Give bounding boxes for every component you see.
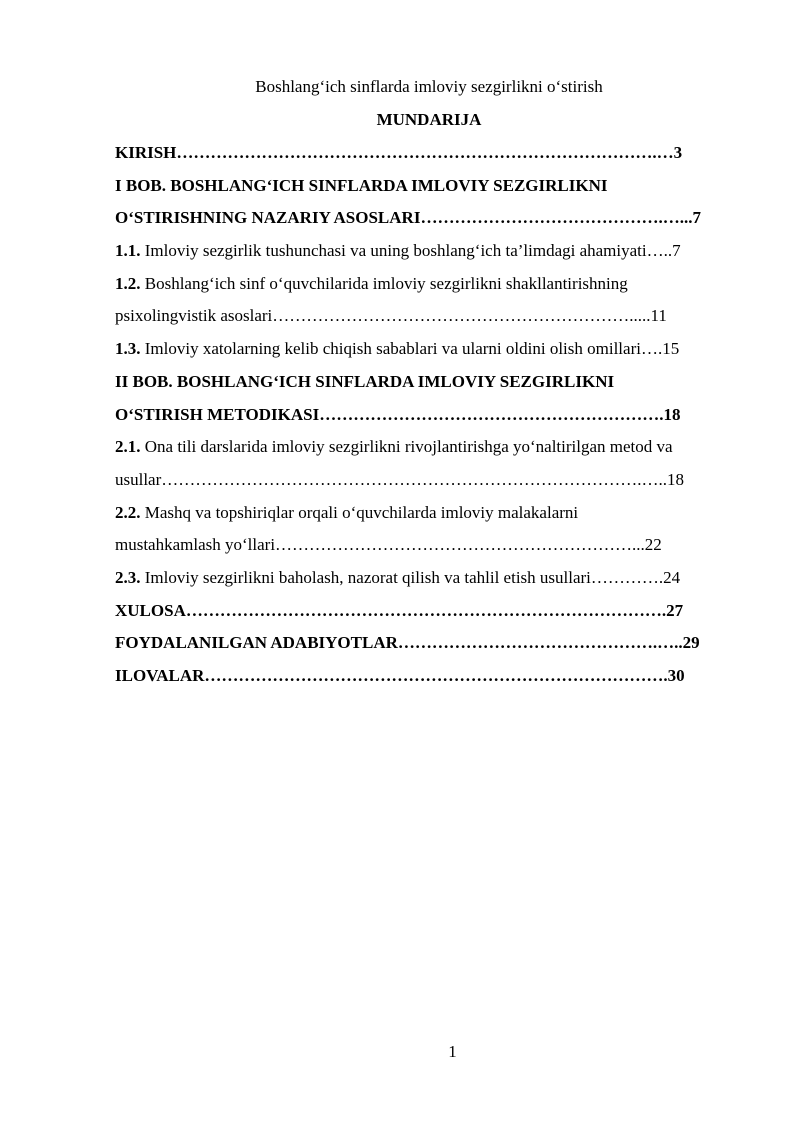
- toc-entry-bob2-line1: II BOB. BOSHLANG‘ICH SINFLARDA IMLOVIY SEZGIRLIKNI: [115, 371, 615, 391]
- toc-entry-2-1-line1: [115, 436, 743, 469]
- table-of-contents: [115, 142, 743, 698]
- toc-entry-xulosa: XULOSA………………………………………………………………………….27: [115, 600, 684, 620]
- toc-entry-kirish: KIRISH………………………………………………………………………….…3: [115, 143, 683, 162]
- toc-section-text: Boshlang‘ich sinf o‘quvchilarida imloviy sezgirlikni shakllantirishning: [140, 273, 628, 293]
- toc-section-text: Imloviy sezgirlik tushunchasi va uning boshlang‘ich ta’limdagi ahamiyati…..7: [140, 241, 681, 261]
- document-title: Boshlang‘ich sinflarda imloviy sezgirlikni o‘stirish: [255, 77, 603, 96]
- toc-entry-ilovalar: ILOVALAR……………………………………………………………………….30: [115, 666, 685, 685]
- toc-section-number: 1.1.: [115, 241, 141, 261]
- toc-section-number: 2.3.: [115, 567, 141, 587]
- toc-section-text: Mashq va topshiriqlar orqali o‘quvchilarda imloviy malakalarni: [140, 502, 579, 522]
- toc-section-number: 1.3.: [115, 339, 141, 359]
- toc-entry-1-1: [115, 240, 743, 273]
- toc-section-number: 2.1.: [115, 437, 141, 457]
- toc-entry-bob1-line1: I BOB. BOSHLANG‘ICH SINFLARDA IMLOVIY SEZGIRLIKNI: [115, 175, 608, 195]
- toc-entry-1-2-line1: [115, 273, 743, 306]
- toc-section-text: Ona tili darslarida imloviy sezgirlikni rivojlantirishga yo‘naltirilgan metod va: [140, 437, 673, 457]
- toc-heading: MUNDARIJA: [376, 110, 482, 129]
- toc-entry-adabiyotlar: FOYDALANILGAN ADABIYOTLAR……………………………………….…..29: [115, 633, 700, 653]
- toc-entry-bob1-line2: O‘STIRISHNING NAZARIY ASOSLARI…………………………………….…...7: [115, 208, 701, 228]
- toc-entry-2-2-line1: [115, 502, 743, 535]
- toc-entry-2-3: [115, 567, 743, 600]
- toc-section-number: 2.2.: [115, 502, 141, 522]
- toc-entry-2-1-line2: usullar………………………………………………………………………….…..18: [115, 469, 685, 489]
- page-number: 1: [448, 1042, 457, 1061]
- toc-section-text: Imloviy xatolarning kelib chiqish sabablari va ularni oldini olish omillari….15: [140, 339, 680, 359]
- toc-entry-1-2-line2: psixolingvistik asoslari……………………………………………………….....11: [115, 306, 667, 326]
- toc-entry-2-2-line2: mustahkamlash yo‘llari………………………………………………………...22: [115, 535, 662, 555]
- toc-entry-bob2-line2: O‘STIRISH METODIKASI…………………………………………………….18: [115, 404, 681, 424]
- toc-section-number: 1.2.: [115, 273, 141, 293]
- toc-entry-1-3: [115, 338, 743, 371]
- toc-section-text: Imloviy sezgirlikni baholash, nazorat qilish va tahlil etish usullari………….24: [140, 567, 681, 587]
